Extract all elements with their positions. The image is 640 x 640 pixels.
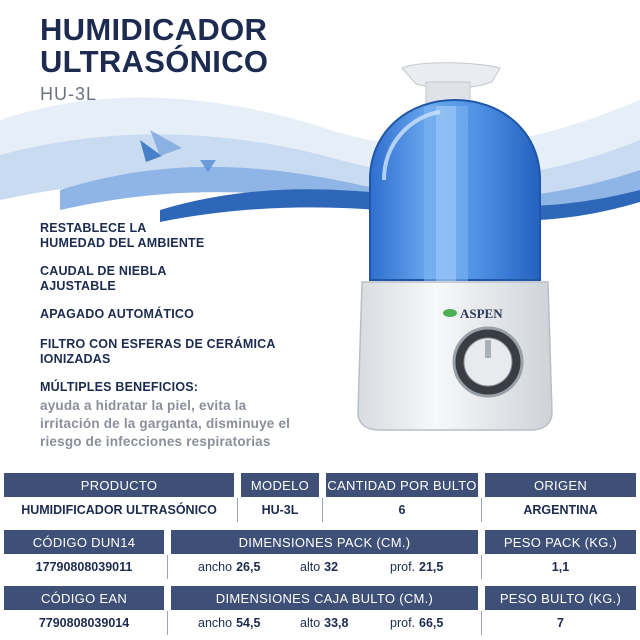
header-cantidad: CANTIDAD POR BULTO <box>326 473 478 497</box>
title-block <box>40 14 268 105</box>
value-origen: ARGENTINA <box>523 503 598 517</box>
dim-caja-ancho: ancho 54,5 <box>198 616 261 630</box>
feature-item: CAUDAL DE NIEBLA AJUSTABLE <box>40 264 167 293</box>
humidifier-image <box>340 60 590 440</box>
header-ean: CÓDIGO EAN <box>4 586 164 610</box>
header-dim-pack: DIMENSIONES PACK (CM.) <box>171 530 478 554</box>
header-dun14: CÓDIGO DUN14 <box>4 530 164 554</box>
value-peso-bulto: 7 <box>557 616 564 630</box>
header-origen: ORIGEN <box>485 473 636 497</box>
feature-item: RESTABLECE LA HUMEDAD DEL AMBIENTE <box>40 221 205 250</box>
dim-pack-alto: alto 32 <box>300 560 339 574</box>
value-cantidad: 6 <box>398 503 406 517</box>
page-title-line1: HUMIDICADOR <box>40 12 268 47</box>
header-modelo: MODELO <box>241 473 319 497</box>
model-subtitle: HU-3L <box>40 84 98 104</box>
feature-item: FILTRO CON ESFERAS DE CERÁMICA IONIZADAS <box>40 337 276 366</box>
page-title-line2: ULTRASÓNICO <box>40 44 269 79</box>
value-ean: 7790808039014 <box>38 616 130 630</box>
dim-caja-prof: prof. 66,5 <box>390 616 444 630</box>
benefits-item: MÚLTIPLES BENEFICIOS: ayuda a hidratar la piel, evita la irritación de la garganta, disminuye el riesgo de infecciones respiratorias <box>40 380 291 449</box>
dim-caja-alto: alto 33,8 <box>300 616 349 630</box>
value-dun14: 17790808039011 <box>35 560 133 574</box>
brand-logo: ASPEN <box>460 306 503 321</box>
header-peso-pack: PESO PACK (KG.) <box>485 530 636 554</box>
header-peso-bulto: PESO BULTO (KG.) <box>485 586 636 610</box>
dim-pack-prof: prof. 21,5 <box>390 560 444 574</box>
value-modelo: HU-3L <box>261 503 299 517</box>
dim-pack-ancho: ancho 26,5 <box>198 560 261 574</box>
value-producto: HUMIDIFICADOR ULTRASÓNICO <box>21 503 217 517</box>
value-peso-pack: 1,1 <box>551 560 570 574</box>
feature-item: APAGADO AUTOMÁTICO <box>40 307 195 321</box>
header-dim-caja: DIMENSIONES CAJA BULTO (CM.) <box>171 586 478 610</box>
features-list <box>40 221 330 451</box>
header-producto: PRODUCTO <box>4 473 234 497</box>
